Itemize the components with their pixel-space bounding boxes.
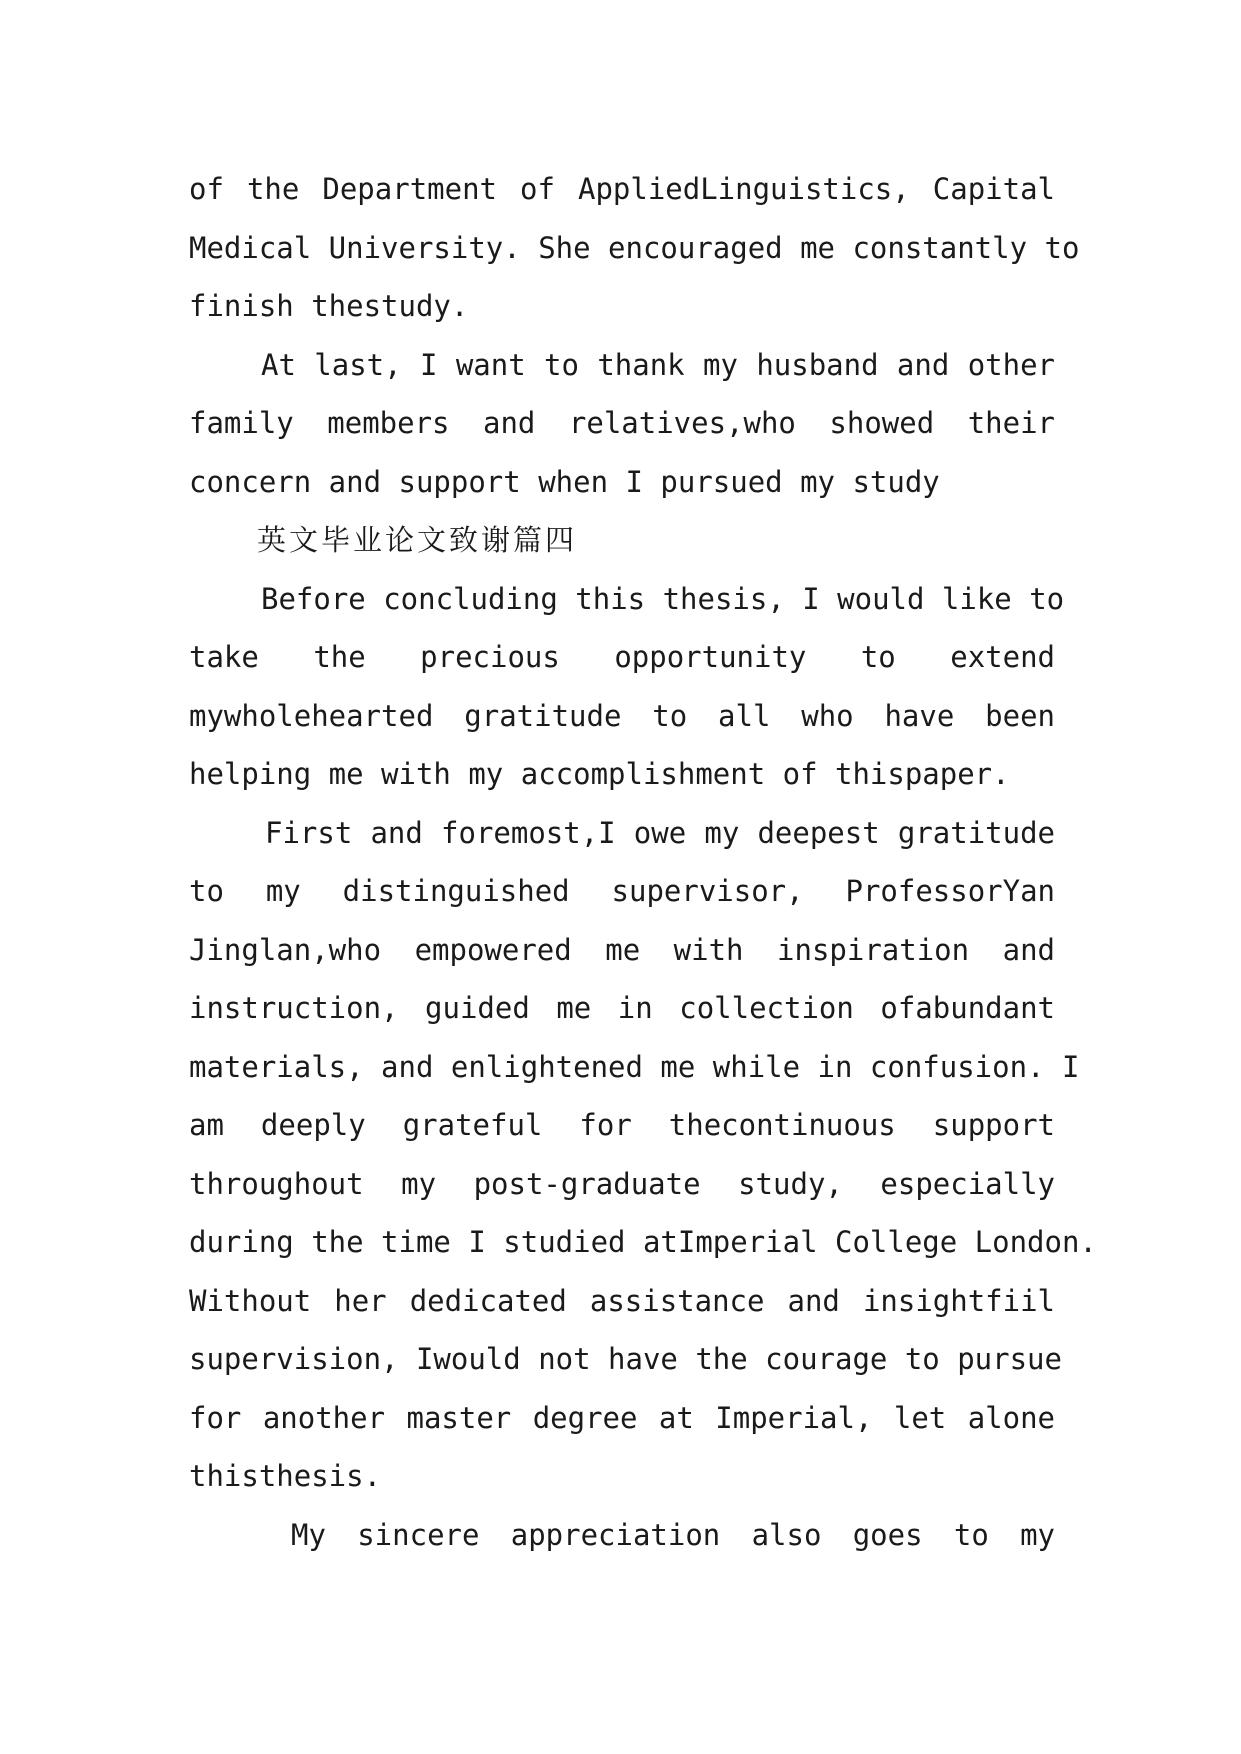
document-body [189, 160, 1097, 1564]
text-line: instruction, guided me in collection ofabundant [189, 991, 1055, 1025]
paragraph-first-line: At last, I want to thank my husband and other [261, 347, 1055, 382]
text-line: take the precious opportunity to extend [189, 640, 1055, 674]
text-line: throughout my post-graduate study, especially [189, 1166, 1055, 1201]
paragraph-first-line: My sincere appreciation also goes to my [291, 1517, 1055, 1552]
text-line: Without her dedicated assistance and insightfiil [189, 1283, 1055, 1318]
paragraph-first-line: Before concluding this thesis, I would like to [261, 581, 1065, 616]
text-line: family members and relatives,who showed their [189, 406, 1055, 440]
text-line: materials, and enlightened me while in confusion. I [189, 1049, 1080, 1084]
text-line: of the Department of AppliedLinguistics, Capital [189, 172, 1055, 206]
text-line: am deeply grateful for thecontinuous support [189, 1108, 1055, 1142]
text-line: concern and support when I pursued my study [189, 464, 940, 499]
text-line: helping me with my accomplishment of thispaper. [189, 757, 1010, 791]
text-line: mywholehearted gratitude to all who have been [189, 698, 1055, 733]
section-heading: 英文毕业论文致谢篇四 [257, 523, 578, 557]
text-line: to my distinguished supervisor, ProfessorYan [189, 874, 1055, 908]
text-line: supervision, Iwould not have the courage to pursue [189, 1342, 1062, 1376]
text-line: Jinglan,who empowered me with inspiration and [189, 932, 1055, 967]
text-line: during the time I studied atImperial College London. [189, 1225, 1097, 1259]
text-line: for another master degree at Imperial, let alone [189, 1400, 1055, 1435]
text-line: Medical University. She encouraged me constantly to [189, 230, 1080, 265]
paragraph-first-line: First and foremost,I owe my deepest gratitude [265, 815, 1055, 850]
text-line: thisthesis. [189, 1459, 382, 1493]
text-line: finish thestudy. [189, 289, 469, 323]
